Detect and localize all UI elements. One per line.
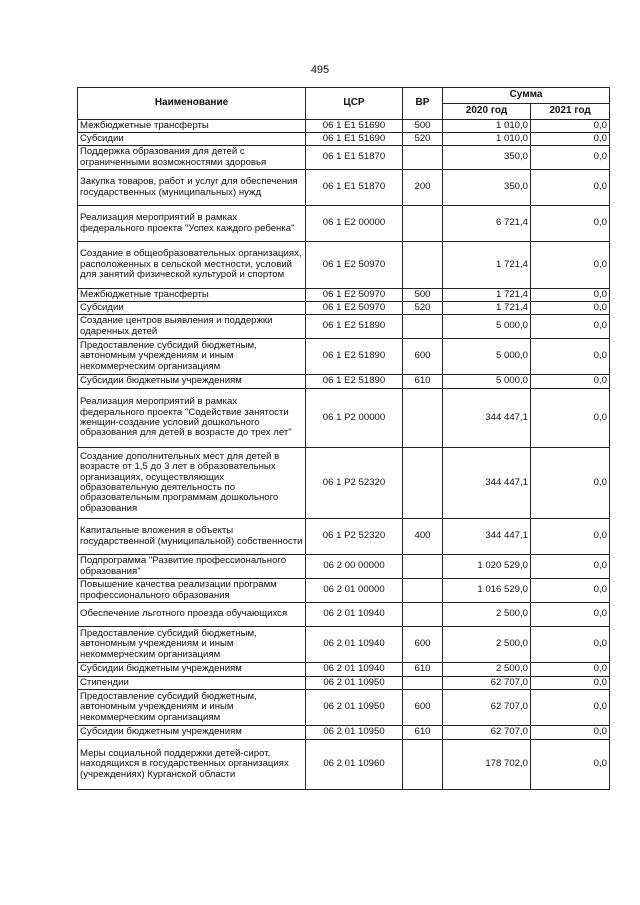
table-row [78,389,610,448]
row-csr: 06 2 01 10940 [306,627,403,663]
table-row [78,690,610,726]
row-name: Субсидии бюджетным учреждениям [78,375,306,389]
row-csr: 06 1 E2 50970 [306,289,403,302]
row-name: Предоставление субсидий бюджетным, автономным учреждениям и иным некоммерческим организациям [78,690,306,726]
row-sum-2021: 0,0 [531,519,610,555]
row-name: Закупка товаров, работ и услуг для обеспечения государственных (муниципальных) нужд [78,170,306,206]
row-vr [403,740,443,790]
row-name: Реализация мероприятий в рамках федерального проекта "Успех каждого ребенка" [78,206,306,242]
row-csr: 06 1 E1 51870 [306,170,403,206]
row-sum-2021: 0,0 [531,579,610,603]
row-csr: 06 1 E2 51890 [306,375,403,389]
table-row [78,519,610,555]
row-sum-2020: 2 500,0 [443,663,531,677]
row-vr: 610 [403,375,443,389]
row-vr [403,315,443,339]
row-vr: 610 [403,726,443,740]
row-name: Реализация мероприятий в рамках федерального проекта "Содействие занятости женщин-создание условий дошкольного образования для детей в возрасте до трех лет" [78,389,306,448]
row-sum-2020: 1 010,0 [443,120,531,133]
row-vr: 520 [403,302,443,315]
row-vr: 400 [403,519,443,555]
table-row [78,289,610,302]
row-sum-2020: 62 707,0 [443,690,531,726]
row-vr [403,389,443,448]
row-sum-2021: 0,0 [531,170,610,206]
row-vr [403,146,443,170]
row-sum-2021: 0,0 [531,740,610,790]
row-vr [403,579,443,603]
table-row [78,448,610,519]
table-row [78,677,610,690]
table-row [78,206,610,242]
page-number: 495 [310,64,330,76]
header-csr: ЦСР [306,88,403,120]
row-name: Субсидии [78,133,306,146]
row-sum-2020: 1 016 529,0 [443,579,531,603]
table-body [78,120,610,790]
header-name: Наименование [78,88,306,120]
row-sum-2021: 0,0 [531,603,610,627]
row-vr [403,448,443,519]
table-row [78,603,610,627]
table-row [78,627,610,663]
row-sum-2020: 178 702,0 [443,740,531,790]
row-name: Субсидии бюджетным учреждениям [78,726,306,740]
row-csr: 06 1 E1 51870 [306,146,403,170]
table-row [78,579,610,603]
row-sum-2020: 2 500,0 [443,603,531,627]
row-sum-2021: 0,0 [531,146,610,170]
table-row [78,726,610,740]
row-name: Подпрограмма "Развитие профессионального образования" [78,555,306,579]
budget-table [77,87,610,790]
row-name: Субсидии [78,302,306,315]
row-sum-2021: 0,0 [531,133,610,146]
row-vr [403,603,443,627]
row-name: Повышение качества реализации программ профессионального образования [78,579,306,603]
row-sum-2020: 5 000,0 [443,315,531,339]
row-name: Стипендии [78,677,306,690]
row-sum-2021: 0,0 [531,677,610,690]
row-name: Межбюджетные трансферты [78,289,306,302]
table-row [78,375,610,389]
row-sum-2021: 0,0 [531,448,610,519]
header-sum: Сумма [443,88,610,104]
header-vr: ВР [403,88,443,120]
row-sum-2020: 5 000,0 [443,375,531,389]
row-csr: 06 2 01 10950 [306,726,403,740]
row-vr [403,242,443,289]
row-name: Создание дополнительных мест для детей в возрасте от 1,5 до 3 лет в образовательных организациях, осуществляющих образовательную деятельность по образовательным программам дошкольного образования [78,448,306,519]
row-sum-2021: 0,0 [531,206,610,242]
row-sum-2021: 0,0 [531,726,610,740]
table-row [78,170,610,206]
row-vr [403,555,443,579]
row-csr: 06 1 E2 51890 [306,339,403,375]
row-name: Субсидии бюджетным учреждениям [78,663,306,677]
row-sum-2020: 62 707,0 [443,677,531,690]
row-csr: 06 1 E2 51890 [306,315,403,339]
row-name: Предоставление субсидий бюджетным, автономным учреждениям и иным некоммерческим организациям [78,339,306,375]
row-csr: 06 1 E1 51690 [306,133,403,146]
table-row [78,663,610,677]
row-sum-2020: 6 721,4 [443,206,531,242]
row-sum-2021: 0,0 [531,375,610,389]
row-sum-2020: 1 721,4 [443,289,531,302]
row-vr: 500 [403,120,443,133]
row-sum-2021: 0,0 [531,242,610,289]
row-vr [403,206,443,242]
row-csr: 06 2 01 10940 [306,603,403,627]
row-name: Предоставление субсидий бюджетным, автономным учреждениям и иным некоммерческим организациям [78,627,306,663]
row-name: Обеспечение льготного проезда обучающихся [78,603,306,627]
row-name: Меры социальной поддержки детей-сирот, находящихся в государственных организациях (учреждениях) Курганской области [78,740,306,790]
row-csr: 06 1 P2 00000 [306,389,403,448]
row-csr: 06 2 01 10960 [306,740,403,790]
row-sum-2021: 0,0 [531,120,610,133]
row-name: Создание центров выявления и поддержки одаренных детей [78,315,306,339]
row-sum-2021: 0,0 [531,663,610,677]
header-2021: 2021 год [531,104,610,120]
row-vr: 500 [403,289,443,302]
row-csr: 06 2 00 00000 [306,555,403,579]
row-sum-2020: 5 000,0 [443,339,531,375]
row-csr: 06 2 01 00000 [306,579,403,603]
table-row [78,146,610,170]
row-sum-2021: 0,0 [531,389,610,448]
row-sum-2020: 1 020 529,0 [443,555,531,579]
table-row [78,302,610,315]
table-row [78,120,610,133]
row-sum-2020: 350,0 [443,170,531,206]
row-sum-2021: 0,0 [531,339,610,375]
row-vr: 600 [403,339,443,375]
row-sum-2020: 344 447,1 [443,389,531,448]
row-vr: 200 [403,170,443,206]
table-row [78,242,610,289]
row-csr: 06 2 01 10940 [306,663,403,677]
table-row [78,740,610,790]
row-name: Межбюджетные трансферты [78,120,306,133]
row-csr: 06 1 E1 51690 [306,120,403,133]
row-sum-2020: 350,0 [443,146,531,170]
row-csr: 06 1 E2 00000 [306,206,403,242]
row-vr: 600 [403,627,443,663]
row-name: Поддержка образования для детей с ограниченными возможностями здоровья [78,146,306,170]
row-vr [403,677,443,690]
row-sum-2021: 0,0 [531,627,610,663]
header-2020: 2020 год [443,104,531,120]
table-row [78,555,610,579]
table-row [78,133,610,146]
row-csr: 06 1 P2 52320 [306,519,403,555]
row-csr: 06 2 01 10950 [306,690,403,726]
row-sum-2021: 0,0 [531,302,610,315]
row-sum-2021: 0,0 [531,289,610,302]
row-name: Создание в общеобразовательных организациях, расположенных в сельской местности, условий для занятий физической культурой и спортом [78,242,306,289]
row-sum-2020: 1 010,0 [443,133,531,146]
row-vr: 520 [403,133,443,146]
row-csr: 06 1 E2 50970 [306,302,403,315]
table-row [78,315,610,339]
row-sum-2021: 0,0 [531,690,610,726]
row-vr: 610 [403,663,443,677]
row-vr: 600 [403,690,443,726]
table-row [78,339,610,375]
row-csr: 06 1 E2 50970 [306,242,403,289]
row-sum-2020: 344 447,1 [443,519,531,555]
row-csr: 06 1 P2 52320 [306,448,403,519]
row-sum-2020: 1 721,4 [443,302,531,315]
row-sum-2020: 62 707,0 [443,726,531,740]
row-sum-2021: 0,0 [531,315,610,339]
row-sum-2020: 344 447,1 [443,448,531,519]
row-sum-2021: 0,0 [531,555,610,579]
row-sum-2020: 1 721,4 [443,242,531,289]
row-sum-2020: 2 500,0 [443,627,531,663]
row-name: Капитальные вложения в объекты государственной (муниципальной) собственности [78,519,306,555]
row-csr: 06 2 01 10950 [306,677,403,690]
